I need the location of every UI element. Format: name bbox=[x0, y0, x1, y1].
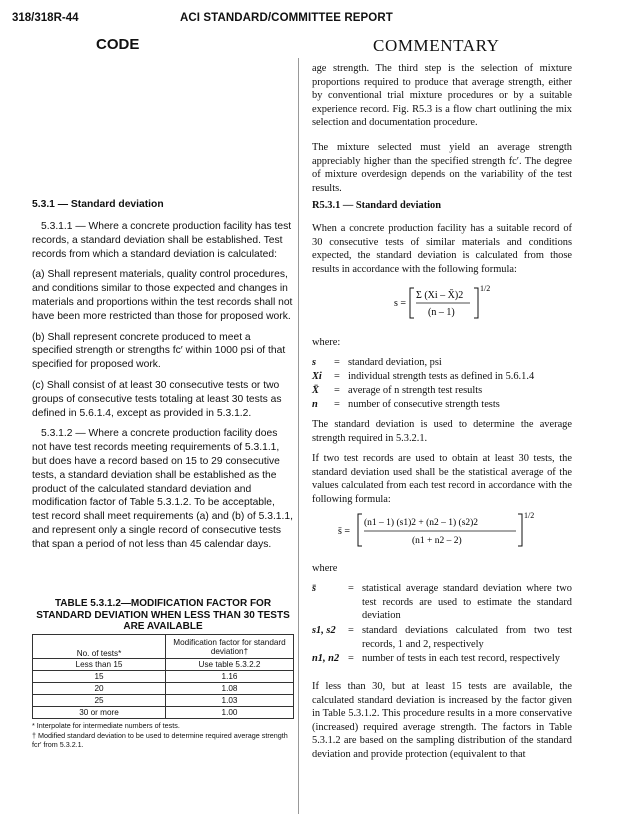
definition-text: standard deviation, psi bbox=[348, 357, 442, 368]
table-cell: 20 bbox=[33, 683, 166, 695]
definition-item: n = number of consecutive strength tests bbox=[312, 399, 500, 410]
definition-symbol: n bbox=[312, 399, 318, 410]
definition-text: standard deviations calculated from two test records, 1 and 2, respectively bbox=[362, 625, 572, 650]
modification-factor-table bbox=[32, 634, 294, 719]
table-cell: 30 or more bbox=[33, 707, 166, 719]
definition-text: number of tests in each test record, respectively bbox=[362, 653, 560, 664]
table-row bbox=[33, 695, 294, 707]
average-std-dev-formula bbox=[336, 506, 572, 552]
table-cell: 15 bbox=[33, 671, 166, 683]
code-item-c: (c) Shall consist of at least 30 consecutive tests or two groups of consecutive tests totaling at least 30 tests as defined in 5.6.1.4, except as provided in 5.3.1.2. bbox=[32, 379, 282, 419]
table-cell: 1.08 bbox=[166, 683, 294, 695]
table-footnote-1: * Interpolate for intermediate numbers of tests. bbox=[32, 721, 180, 730]
definitions-list-1 bbox=[312, 356, 572, 412]
definition-item: n1, n2 = number of tests in each test record, respectively bbox=[312, 652, 572, 666]
table-row bbox=[33, 671, 294, 683]
code-item-b: (b) Shall represent concrete produced to meet a specified strength or strengths fc′ within 1000 psi of that specified for proposed work. bbox=[32, 331, 286, 371]
formula-exponent: 1/2 bbox=[480, 284, 491, 293]
where-label-2: where bbox=[312, 563, 338, 574]
column-divider bbox=[298, 58, 299, 814]
definition-item: s̄ = statistical average standard deviation where two test records are used to estimate the standard deviation bbox=[312, 583, 572, 622]
formula-lhs: s = bbox=[394, 298, 407, 309]
table-row bbox=[33, 707, 294, 719]
definition-text: individual strength tests as defined in 5.6.1.4 bbox=[348, 371, 535, 382]
formula-lhs: s̄ = bbox=[338, 526, 351, 537]
commentary-paragraph-4: The standard deviation is used to determine the average strength required in 5.3.2.1. bbox=[312, 419, 572, 444]
code-item-a: (a) Shall represent materials, quality control procedures, and conditions similar to those expected and changes in materials and proportions within the test records shall not have been more restricted than those for proposed work. bbox=[32, 269, 293, 322]
definition-text: statistical average standard deviation where two test records are used to estimate the standard deviation bbox=[362, 583, 572, 622]
table-footnote-2: † Modified standard deviation to be used to determine required average strength fcr′ from 5.3.2.1. bbox=[32, 731, 288, 749]
commentary-paragraph-1: age strength. The third step is the selection of mixture proportions required to produce that average strength, either by conventional trial mixture procedures or by a suitable experience record. Fig. R5.3 is a flow chart outlining the mix selection and documentation procedure. bbox=[312, 63, 572, 129]
table-header-factor: Modification factor for standard deviation† bbox=[166, 635, 294, 659]
code-paragraph-5-3-1-2: 5.3.1.2 — Where a concrete production facility does not have test records meeting requirements of 5.3.1.1, but does have a record based on 15 to 29 consecutive tests, a standard deviation shall be established as the product of the calculated standard deviation and modification factor of Table 5.3.1.2. To be acceptable, test record shall meet requirements (a) and (b) of 5.3.1.1, and represent only a single record of consecutive tests that span a period of not less than 45 calendar days. bbox=[32, 428, 293, 550]
definition-symbol: n1, n2 bbox=[312, 653, 340, 664]
formula-denominator: (n1 + n2 – 2) bbox=[412, 536, 462, 546]
commentary-column-title: COMMENTARY bbox=[373, 36, 500, 55]
table-cell: 1.16 bbox=[166, 671, 294, 683]
std-dev-formula bbox=[390, 280, 520, 324]
definition-symbol: s̄ bbox=[312, 583, 317, 594]
definition-text: number of consecutive strength tests bbox=[348, 399, 500, 410]
definition-item: s1, s2 = standard deviations calculated from two test records, 1 and 2, respectively bbox=[312, 625, 572, 650]
table-cell: Use table 5.3.2.2 bbox=[166, 659, 294, 671]
formula-exponent: 1/2 bbox=[524, 511, 535, 520]
running-title: ACI STANDARD/COMMITTEE REPORT bbox=[180, 12, 393, 24]
table-cell: 25 bbox=[33, 695, 166, 707]
code-column-title: CODE bbox=[96, 36, 140, 53]
commentary-paragraph-6: If less than 30, but at least 15 tests are available, the calculated standard deviation is increased by the factor given in Table 5.3.1.2. This procedure results in a more conservative (increased) required average strength. The factors in Table 5.3.1.2 are based on the sampling distribution of the standard deviation and provide protection (equivalent to that bbox=[312, 681, 572, 760]
definition-text: average of n strength test results bbox=[348, 385, 483, 396]
definition-symbol: s bbox=[312, 357, 317, 368]
table-cell: 1.00 bbox=[166, 707, 294, 719]
page-number: 318/318R-44 bbox=[12, 12, 79, 24]
commentary-paragraph-3: When a concrete production facility has a suitable record of 30 consecutive tests of similar materials and conditions expected, the standard deviation is calculated from those results in accordance with the following formula: bbox=[312, 223, 572, 275]
commentary-intro bbox=[312, 62, 572, 195]
definition-item: X̄ = average of n strength test results bbox=[312, 385, 483, 396]
definitions-list-2 bbox=[312, 582, 572, 666]
formula-numerator: (n1 – 1) (s1)2 + (n2 – 1) (s2)2 bbox=[364, 518, 479, 528]
formula-denominator: (n – 1) bbox=[428, 307, 455, 318]
table-title: TABLE 5.3.1.2—MODIFICATION FACTOR FOR STANDARD DEVIATION WHEN LESS THAN 30 TESTS ARE AVAILABLE bbox=[36, 598, 290, 633]
code-body bbox=[32, 220, 294, 552]
definition-item: s = standard deviation, psi bbox=[312, 357, 442, 368]
definition-symbol: s1, s2 bbox=[312, 625, 336, 636]
commentary-heading: R5.3.1 — Standard deviation bbox=[312, 200, 442, 211]
where-label-1: where: bbox=[312, 337, 341, 348]
definition-item: Xi = individual strength tests as defined in 5.6.1.4 bbox=[312, 371, 535, 382]
definition-symbol: Xi bbox=[312, 371, 322, 382]
table-cell: 1.03 bbox=[166, 695, 294, 707]
code-section-heading: 5.3.1 — Standard deviation bbox=[32, 199, 164, 210]
table-row bbox=[33, 683, 294, 695]
table-cell: Less than 15 bbox=[33, 659, 166, 671]
definition-symbol: X̄ bbox=[312, 385, 319, 396]
formula-numerator: Σ (Xi – X̄)2 bbox=[416, 290, 464, 301]
code-paragraph-5-3-1-1: 5.3.1.1 — Where a concrete production facility has test records, a standard deviation shall be established. Test records from which a standard deviation is calculated: bbox=[32, 221, 292, 260]
table-row bbox=[33, 659, 294, 671]
table-header-tests: No. of tests* bbox=[33, 635, 166, 659]
commentary-paragraph-5: If two test records are used to obtain at least 30 tests, the standard deviation used shall be the statistical average of the values calculated from each test record in accordance with the following formula: bbox=[312, 453, 572, 505]
commentary-paragraph-2: The mixture selected must yield an average strength appreciably higher than the specified strength fc′. The degree of mixture overdesign depends on the variability of the test results. bbox=[312, 141, 572, 194]
